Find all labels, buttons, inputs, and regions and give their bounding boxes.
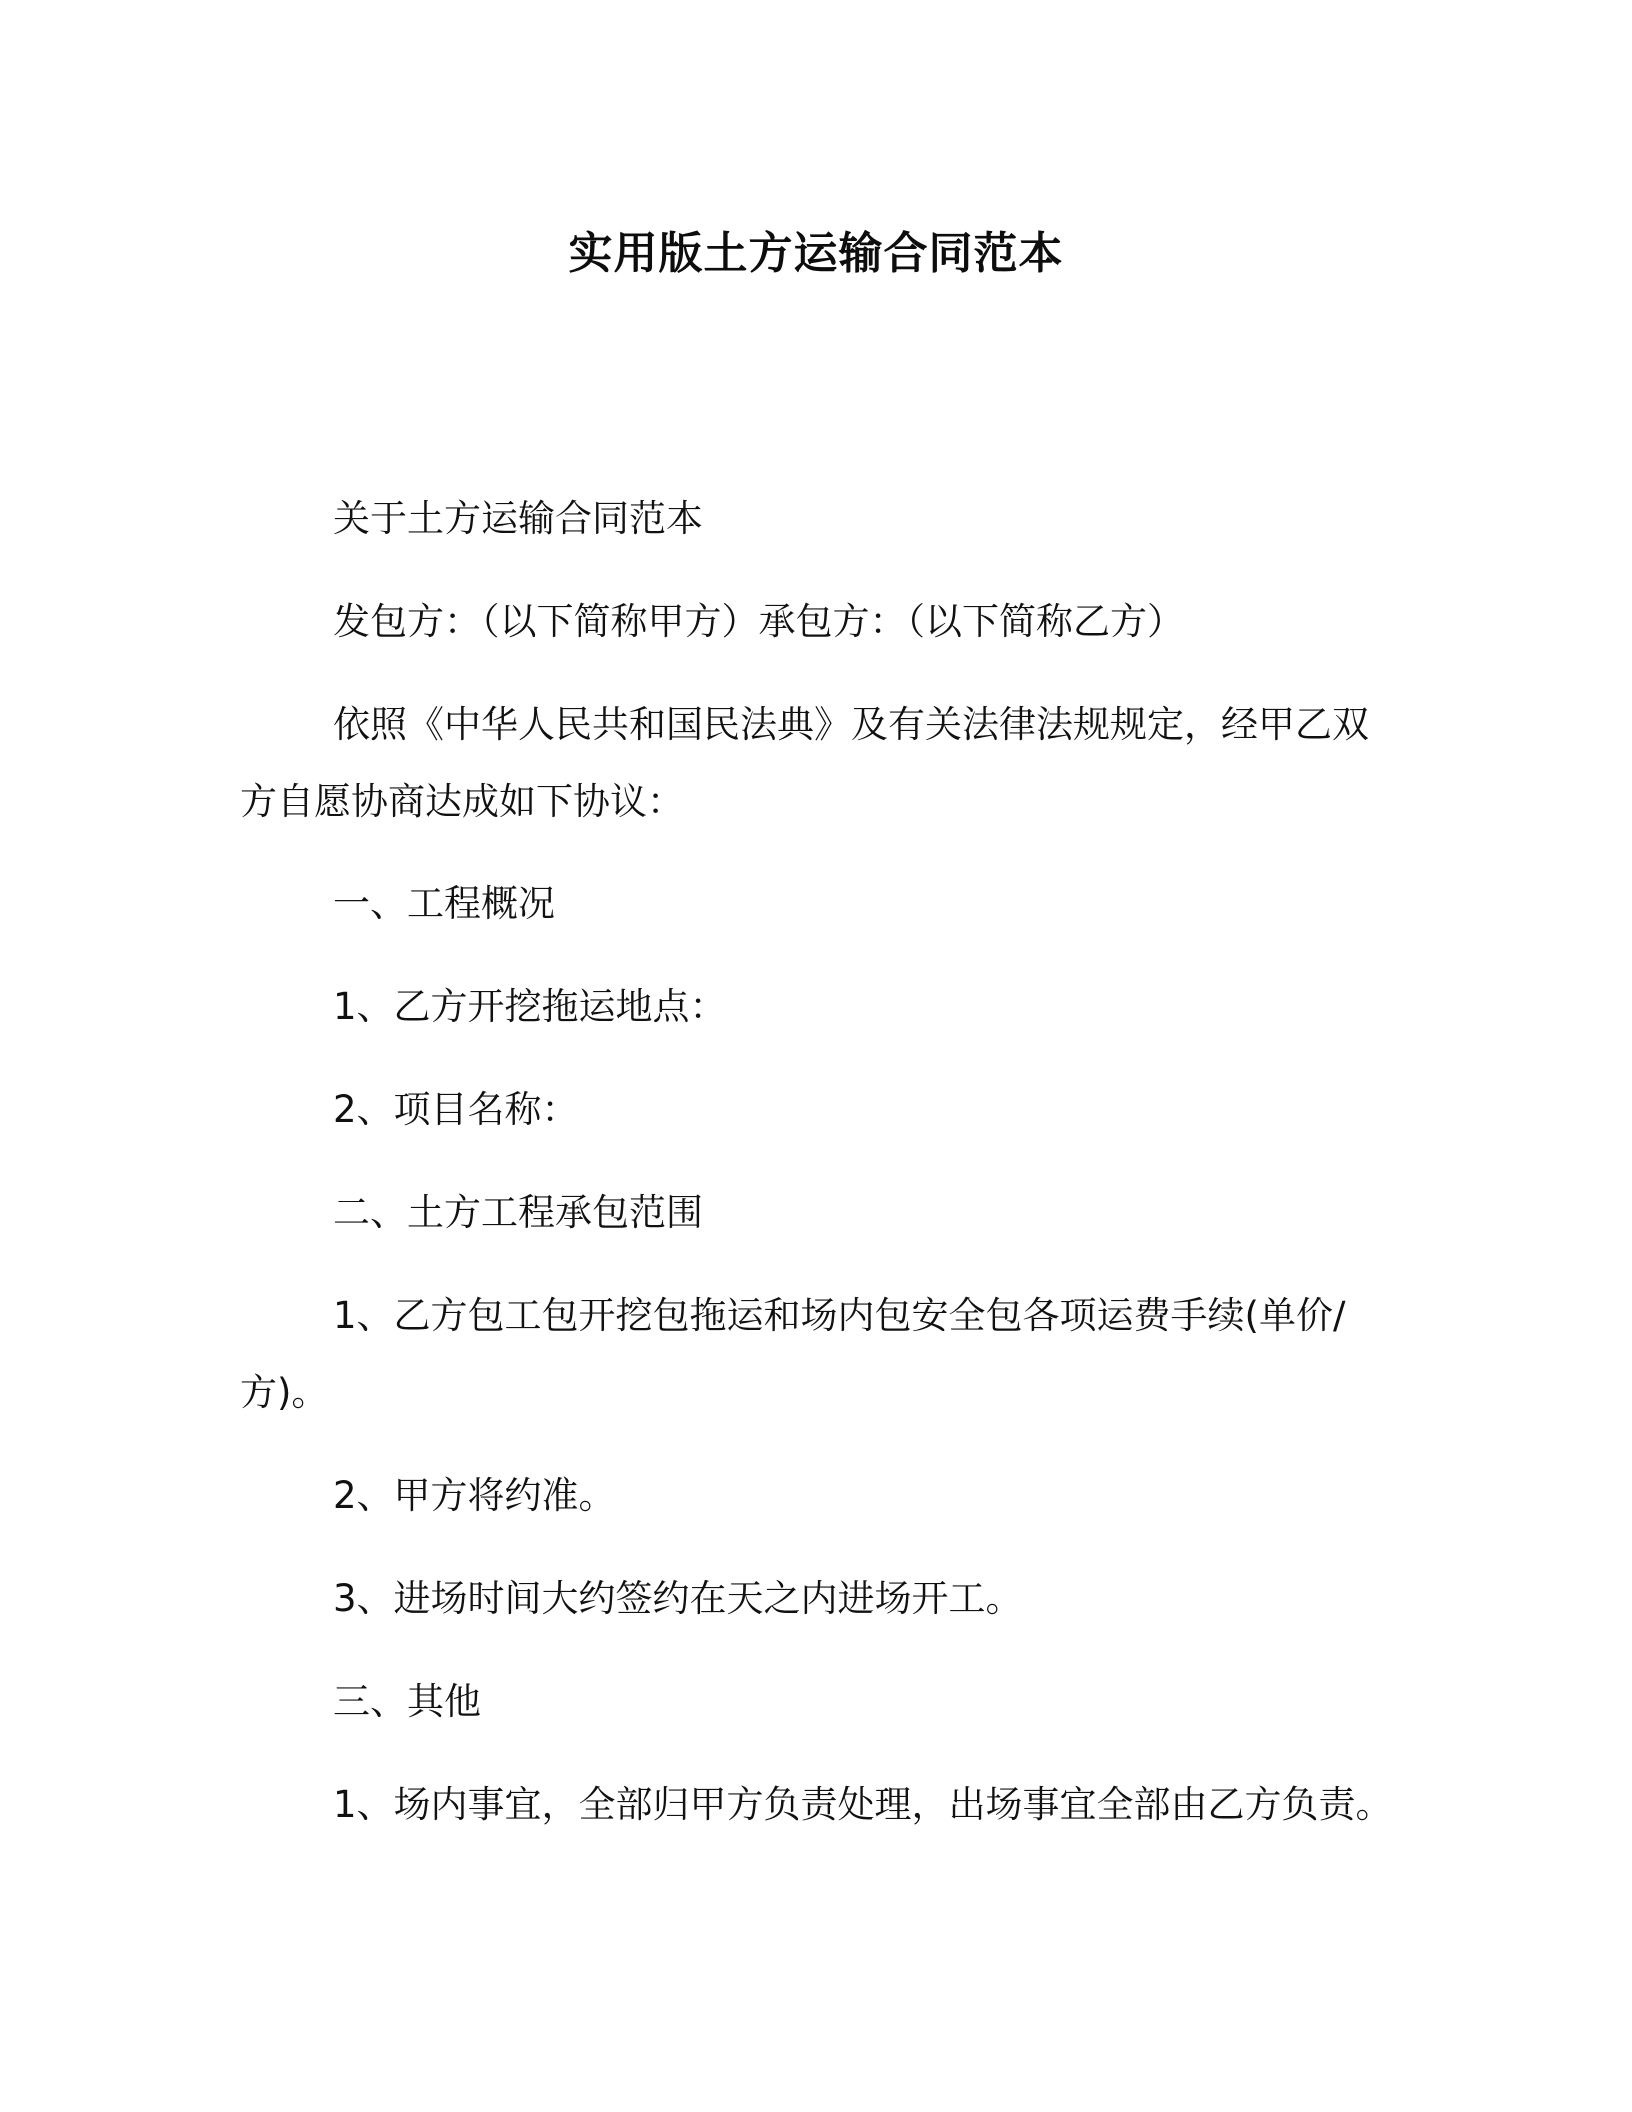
section-2-item-1-line-1: 1、乙方包工包开挖包拖运和场内包安全包各项运费手续(单价/ <box>333 1294 1346 1337</box>
intro-paragraph-line-1: 依照《中华人民共和国民法典》及有关法律法规规定，经甲乙双 <box>333 703 1369 746</box>
document-subtitle: 关于土方运输合同范本 <box>333 497 703 540</box>
section-2-item-3: 3、进场时间大约签约在天之内进场开工。 <box>333 1577 1023 1620</box>
section-1-heading: 一、工程概况 <box>333 882 555 925</box>
section-2-heading: 二、土方工程承包范围 <box>333 1191 703 1234</box>
section-2-item-1-line-2: 方)。 <box>240 1371 329 1414</box>
section-3-item-1: 1、场内事宜，全部归甲方负责处理，出场事宜全部由乙方负责。 <box>333 1783 1393 1826</box>
section-1-item-1: 1、乙方开挖拖运地点： <box>333 985 727 1028</box>
section-1-item-2: 2、项目名称： <box>333 1088 579 1131</box>
section-3-heading: 三、其他 <box>333 1680 481 1723</box>
section-2-item-2: 2、甲方将约准。 <box>333 1474 616 1517</box>
parties-line: 发包方：（以下简称甲方）承包方：（以下简称乙方） <box>333 600 1184 643</box>
intro-paragraph-line-2: 方自愿协商达成如下协议： <box>240 780 684 823</box>
document-title: 实用版土方运输合同范本 <box>568 228 1064 279</box>
